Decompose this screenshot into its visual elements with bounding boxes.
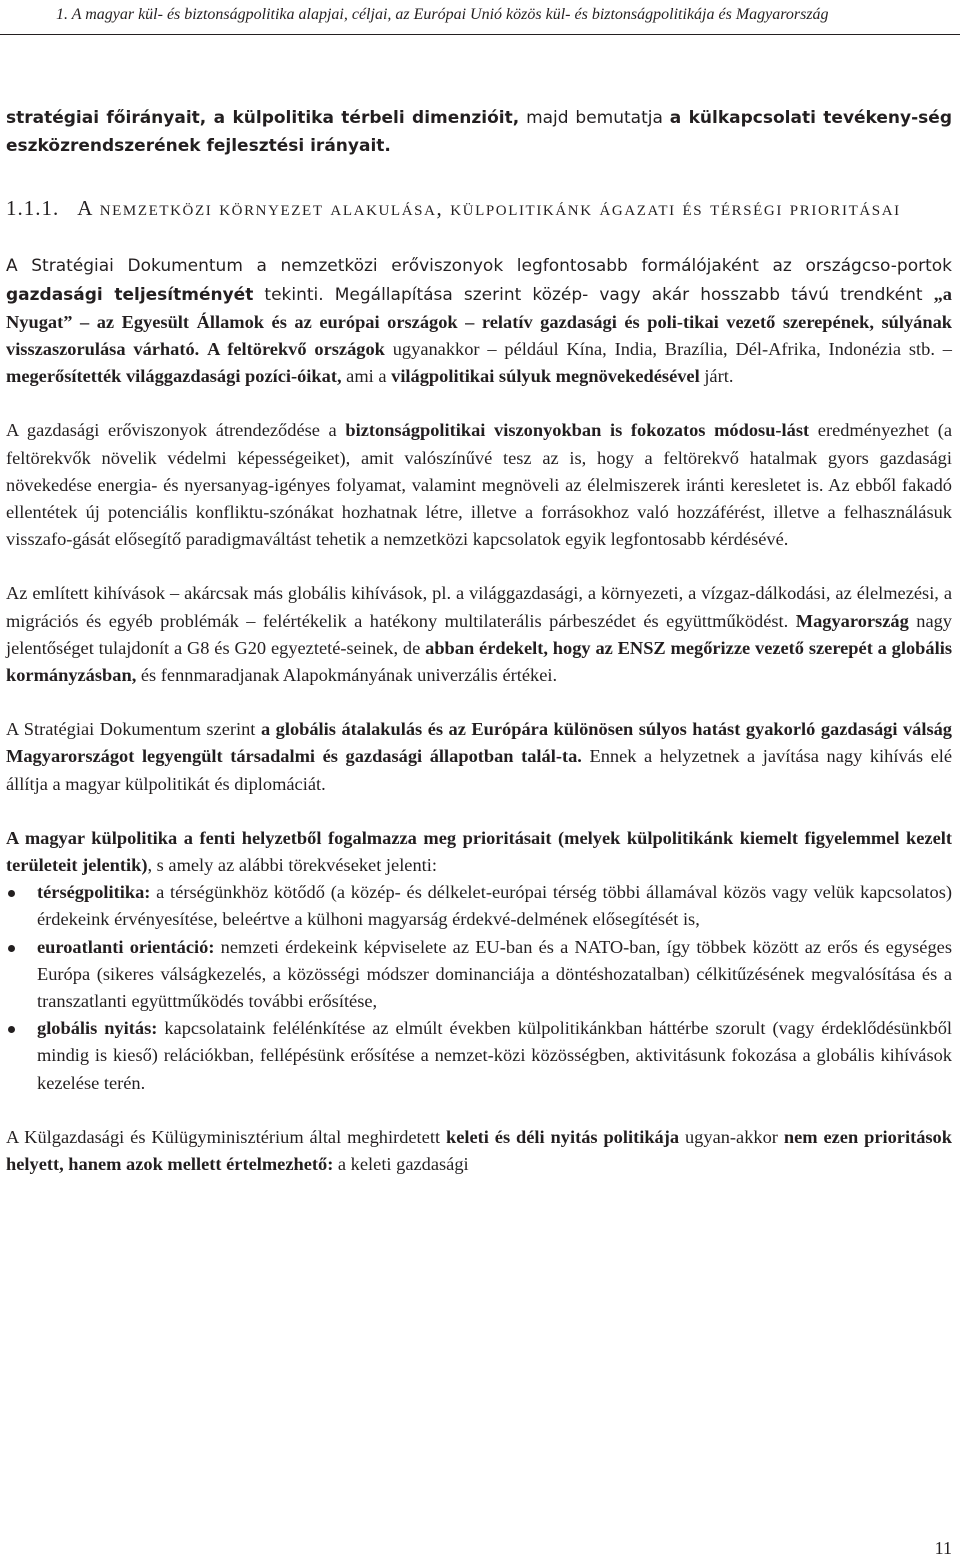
page-number: 11: [934, 1538, 952, 1558]
lead-bold-1: stratégiai főirányait, a külpolitika térbeli dimenzióit,: [6, 108, 520, 128]
paragraph-gap: [6, 798, 952, 825]
header-rule: [0, 34, 960, 35]
running-head: 1. A magyar kül- és biztonságpolitika alapjai, céljai, az Európai Unió közös kül- és biztonságpolitikája és Magyarország: [56, 6, 829, 23]
p3-bold-1: Magyarország: [795, 610, 909, 631]
p6-bold-1: keleti és déli nyitás politikája: [445, 1126, 680, 1147]
p3-text-2: nagy jelentőséget tulajdonít a G8 és G20 egyezteté-seinek, de: [6, 610, 952, 658]
p3-bold-2: abban érdekelt, hogy az ENSZ megőrizze vezető szerepét a globális kormányzásban,: [6, 637, 952, 686]
p6-bold-2: nem ezen prioritások helyett, hanem azok mellett értelmezhető:: [6, 1126, 952, 1175]
list-item-term: térségpolitika:: [37, 882, 151, 903]
p1-bold-1: gazdasági teljesítményét: [6, 284, 254, 305]
paragraph-4: [6, 716, 952, 798]
p1-bold-5: világpolitikai súlyuk megnövekedésével: [391, 366, 700, 387]
list-item: [6, 1015, 952, 1097]
p1-text-1: A Stratégiai Dokumentum a nemzetközi erőviszonyok legfontosabb formálójaként az országcso-portok: [6, 256, 952, 277]
p5-text-1: , s amely az alábbi törekvéseket jelenti:: [147, 855, 437, 876]
p4-text-2: Ennek a helyzetnek a javítása nagy kihívás elé állítja a magyar külpolitikát és diplomáciát.: [6, 746, 952, 794]
list-item-term: euroatlanti orientáció:: [37, 936, 215, 957]
paragraph-1: [6, 252, 952, 390]
p6-text-1: A Külgazdasági és Külügyminisztérium által meghirdetett: [6, 1126, 446, 1147]
p1-text-4: ugyanakkor – például Kína, India, Brazília, Dél-Afrika, Indonézia stb. –: [384, 339, 952, 360]
section-number: 1.1.1.: [6, 196, 60, 221]
p1-text-6: járt.: [699, 366, 734, 387]
p1-text-2: tekinti. Megállapítása szerint közép- vagy akár hosszabb távú trendként: [253, 284, 934, 305]
p6-text-2: ugyan-akkor: [679, 1126, 784, 1147]
paragraph-gap: [6, 689, 952, 716]
bullet-icon: [8, 945, 15, 952]
paragraph-3: [6, 580, 952, 689]
p3-text-1: Az említett kihívások – akárcsak más globális kihívások, pl. a világgazdasági, a környezeti, a vízgaz-dálkodási, az élelmezési, a migrációs és egyéb problémák – felértékelik a hatékony multilaterális párbeszédet és együttműködést.: [6, 583, 952, 631]
paragraph-gap: [6, 1097, 952, 1124]
p6-text-3: a keleti gazdasági: [333, 1154, 469, 1175]
paragraph-6: [6, 1124, 952, 1178]
p2-bold-1: biztonságpolitikai viszonyokban is fokozatos módosu-lást: [345, 420, 810, 441]
list-item-text: a térségünkhöz kötődő (a közép- és délkelet-európai térség többi államával közös vagy velük kapcsolatos) érdekeink érvényesítése, beleértve a külhoni magyarság érdekvé-delmének elősegítését is,: [37, 882, 952, 930]
section-heading: [6, 194, 952, 222]
p4-bold-1: a globális átalakulás és az Európára különösen súlyos hatást gyakorló gazdasági válság Magyarországot legyengült társadalmi és gazdasági állapotban talál-ta.: [6, 719, 953, 767]
list-item-text: kapcsolataink felélénkítése az elmúlt években külpolitikánkban háttérbe szorult (vagy érdeklődésünkből mindig is kieső) relációkban, fellépésünk erősítése a nemzet-közi közösségben, aktivitásunk fokozása a globális kihívások kezelése terén.: [37, 1018, 953, 1093]
p1-text-5: ami a: [341, 366, 392, 387]
p1-bold-2: „a Nyugat” – az Egyesült Államok és az európai országok – relatív gazdasági és poli-tikai vezető szerepének, súlyának visszaszorulása várható.: [6, 283, 952, 360]
list-item: [6, 879, 952, 933]
section-title: A nemzetközi környezet alakulása, külpolitikánk ágazati és térségi prioritásai: [77, 196, 901, 221]
lead-text-1: majd bemutatja: [519, 108, 670, 128]
list-item-text: nemzeti érdekeink képviselete az EU-ban és a NATO-ban, így többek között az erős és egységes Európa (sikeres válságkezelés, a közösségi módszer dominanciája a döntéshozatalban) célkitűzésének megvalósítása és a transzatlanti együttműködés további erősítése,: [37, 936, 952, 1012]
lead-paragraph: [6, 104, 952, 160]
p2-text-2: eredményezhet (a feltörekvők növelik védelmi képességeiket), amit valószínűvé tesz az is, hogy a feltörekvő hatalmak gyors gazdasági növekedése energia- és nyersanyag-igényes folyamat, valamint megnöveli az élelmiszerek iránti keresletet is. Az ebből fakadó ellentétek új potenciális konfliktu-szónákat hozhatnak létre, illetve a forrásokhoz való hozzáférést, illetve a felhasználásuk visszafo-gását elősegítő paradigmaváltást tehetik a nemzetközi kapcsolatok egyik legfontosabb kérdésévé.: [6, 420, 953, 550]
p1-bold-3: A feltörekvő országok: [207, 339, 385, 360]
p2-text-1: A gazdasági erőviszonyok átrendeződése a: [6, 420, 346, 441]
paragraph-gap: [6, 553, 952, 580]
page-body: [6, 104, 952, 1178]
bullet-icon: [8, 1026, 15, 1033]
priority-list: [6, 879, 952, 1097]
p1-bold-4: megerősítették világgazdasági pozíci-óikat,: [6, 366, 342, 387]
p3-text-3: és fennmaradjanak Alapokmányának univerzális értékei.: [136, 665, 558, 686]
list-item-term: globális nyitás:: [37, 1018, 158, 1039]
bullet-icon: [8, 890, 15, 897]
paragraph-5: [6, 825, 952, 879]
p5-bold-1: A magyar külpolitika a fenti helyzetből fogalmazza meg prioritásait (melyek külpolitikánk kiemelt figyelemmel kezelt területeit jelentik): [6, 827, 952, 876]
list-item: [6, 934, 952, 1016]
paragraph-gap: [6, 390, 952, 417]
p4-text-1: A Stratégiai Dokumentum szerint: [6, 719, 261, 740]
paragraph-2: [6, 417, 952, 553]
lead-bold-2: a külkapcsolati tevékeny-ség eszközrendszerének fejlesztési irányait.: [6, 108, 952, 157]
p1-text-3: [199, 339, 207, 359]
